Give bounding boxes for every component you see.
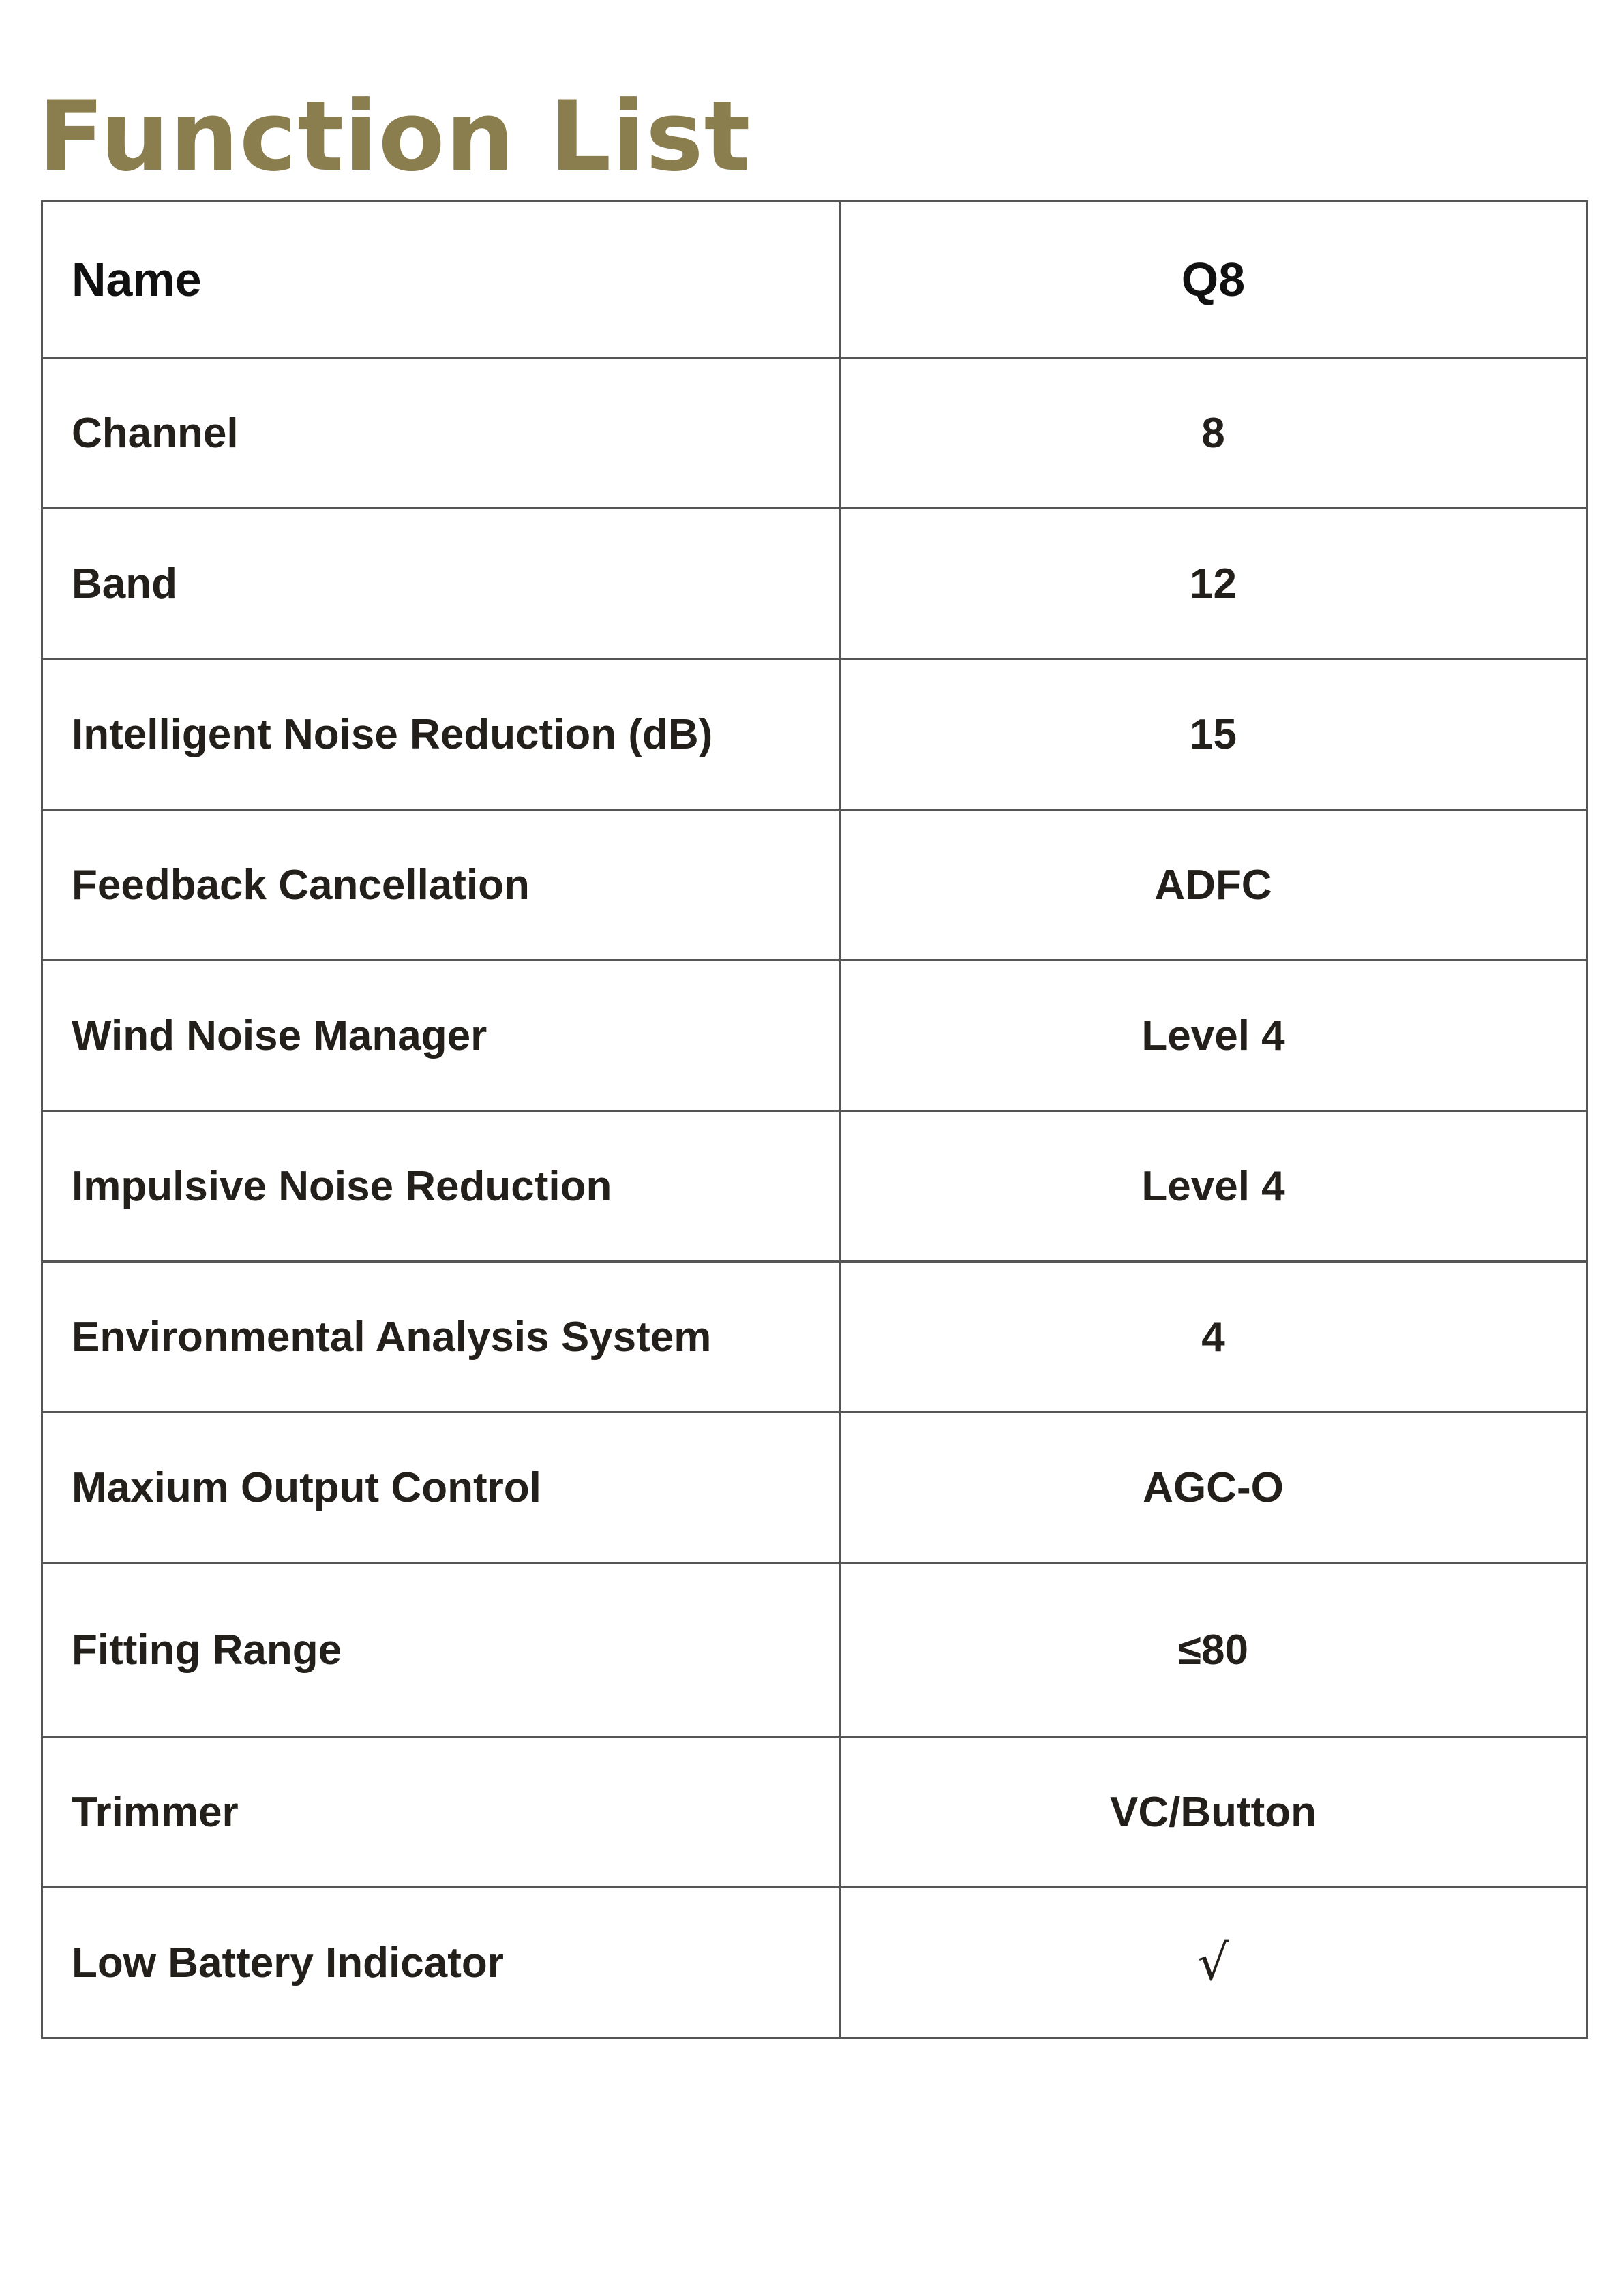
row-value-environmental-analysis: 4 — [840, 1262, 1587, 1413]
table-row — [42, 1111, 1587, 1262]
row-label-wind-noise-manager: Wind Noise Manager — [42, 961, 840, 1111]
row-value-wind-noise-manager: Level 4 — [840, 961, 1587, 1111]
table-row — [42, 810, 1587, 961]
row-value-impulsive-noise-reduction: Level 4 — [840, 1111, 1587, 1262]
row-value-output-control: AGC-O — [840, 1413, 1587, 1563]
header-label-cell: Name — [42, 202, 840, 358]
row-label-impulsive-noise-reduction: Impulsive Noise Reduction — [42, 1111, 840, 1262]
table-header-row — [42, 202, 1587, 358]
row-label-environmental-analysis: Environmental Analysis System — [42, 1262, 840, 1413]
row-label-noise-reduction: Intelligent Noise Reduction (dB) — [42, 659, 840, 810]
page-title: Function List — [38, 80, 751, 193]
row-label-low-battery-indicator: Low Battery Indicator — [42, 1888, 840, 2038]
table-row — [42, 1737, 1587, 1888]
table-row — [42, 659, 1587, 810]
row-label-fitting-range: Fitting Range — [42, 1563, 840, 1737]
row-value-channel: 8 — [840, 358, 1587, 509]
row-value-trimmer: VC/Button — [840, 1737, 1587, 1888]
table-row — [42, 961, 1587, 1111]
row-label-band: Band — [42, 509, 840, 659]
row-label-output-control: Maxium Output Control — [42, 1413, 840, 1563]
row-value-fitting-range: ≤80 — [840, 1563, 1587, 1737]
row-label-channel: Channel — [42, 358, 840, 509]
row-value-feedback-cancellation: ADFC — [840, 810, 1587, 961]
header-value-cell: Q8 — [840, 202, 1587, 358]
table-row — [42, 1563, 1587, 1737]
table-row — [42, 1262, 1587, 1413]
check-mark-icon: √ — [1197, 1934, 1229, 1991]
table-row — [42, 509, 1587, 659]
table-row — [42, 1888, 1587, 2038]
function-list-table — [41, 200, 1588, 2039]
row-label-feedback-cancellation: Feedback Cancellation — [42, 810, 840, 961]
row-value-low-battery-indicator — [840, 1888, 1587, 2038]
row-value-band: 12 — [840, 509, 1587, 659]
row-value-noise-reduction: 15 — [840, 659, 1587, 810]
table-row — [42, 358, 1587, 509]
row-label-trimmer: Trimmer — [42, 1737, 840, 1888]
table-row — [42, 1413, 1587, 1563]
